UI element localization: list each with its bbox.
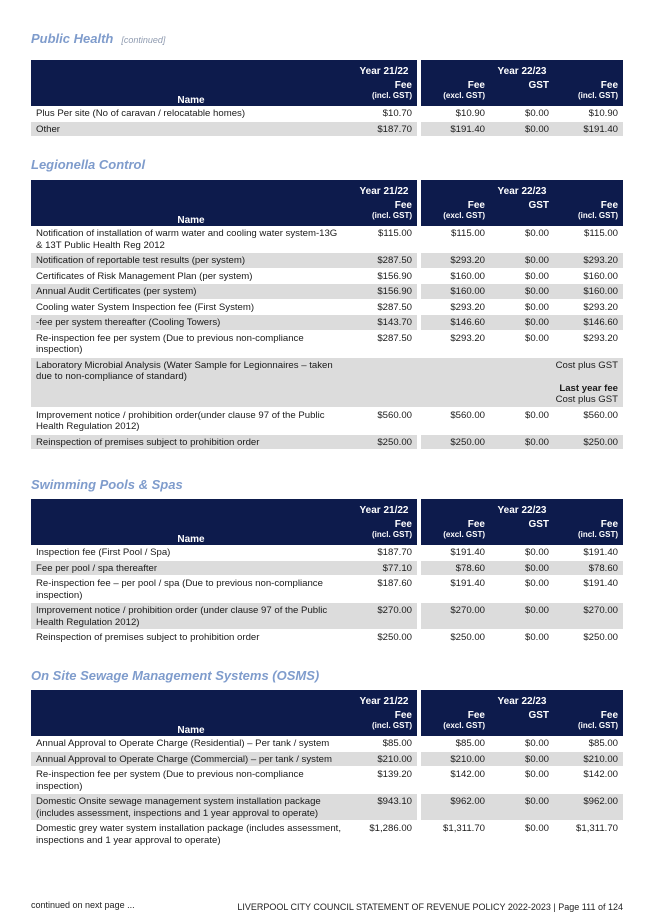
footer-page-info: LIVERPOOL CITY COUNCIL STATEMENT OF REVENUE POLICY 2022-2023 | Page 111 of 124 bbox=[237, 902, 623, 912]
cell-name: Notification of installation of warm water and cooling water system-13G & 13T Public Health Reg 2012 bbox=[31, 226, 351, 253]
cell-gst: $0.00 bbox=[490, 576, 554, 603]
table-row bbox=[31, 106, 623, 122]
cell-fee-excl-gst: $250.00 bbox=[421, 435, 490, 451]
cell-fee-excl-gst: $191.40 bbox=[421, 545, 490, 561]
table-row bbox=[31, 253, 623, 269]
header-incl-gst: (incl. GST) bbox=[554, 721, 623, 736]
cell-fee-excl-gst: $160.00 bbox=[421, 269, 490, 285]
table-row bbox=[31, 269, 623, 285]
table-row bbox=[31, 358, 623, 408]
header-year-21-22: Year 21/22 bbox=[351, 690, 421, 707]
cell-fee-excl-gst: $10.90 bbox=[421, 106, 490, 122]
fee-table bbox=[31, 499, 623, 646]
header-blank bbox=[490, 530, 554, 545]
cell-fee-incl-gst: $293.20 bbox=[554, 253, 623, 269]
header-name: Name bbox=[31, 60, 351, 106]
header-year-22-23: Year 22/23 bbox=[421, 499, 623, 516]
section-title-text: Public Health bbox=[31, 31, 114, 46]
header-fee: Fee bbox=[554, 197, 623, 211]
header-fee: Fee bbox=[351, 77, 421, 91]
cell-fee-21-22: $156.90 bbox=[351, 284, 421, 300]
cell-fee-incl-gst: $560.00 bbox=[554, 408, 623, 435]
cell-fee-21-22: $287.50 bbox=[351, 253, 421, 269]
table-row bbox=[31, 122, 623, 138]
section-title-text: Legionella Control bbox=[31, 157, 146, 172]
cell-fee-21-22: $287.50 bbox=[351, 300, 421, 316]
cell-fee-excl-gst: $293.20 bbox=[421, 253, 490, 269]
header-year-21-22: Year 21/22 bbox=[351, 60, 421, 77]
cell-fee-incl-gst: $1,311.70 bbox=[554, 821, 623, 848]
cell-fee-excl-gst: $160.00 bbox=[421, 284, 490, 300]
table-row bbox=[31, 315, 623, 331]
header-incl-gst: (incl. GST) bbox=[554, 211, 623, 226]
cell-fee-21-22: $139.20 bbox=[351, 767, 421, 794]
header-fee: Fee bbox=[421, 707, 490, 721]
cell-name: Improvement notice / prohibition order(under clause 97 of the Public Health Regulation 2012) bbox=[31, 408, 351, 435]
cell-fee-21-22: $250.00 bbox=[351, 435, 421, 451]
section-title-osms bbox=[31, 668, 319, 683]
cell-fee-excl-gst: $250.00 bbox=[421, 630, 490, 646]
cell-fee-21-22: $77.10 bbox=[351, 561, 421, 577]
fee-table bbox=[31, 180, 623, 450]
cell-fee-excl-gst: $115.00 bbox=[421, 226, 490, 253]
cell-fee-excl-gst: $142.00 bbox=[421, 767, 490, 794]
header-fee: Fee bbox=[554, 707, 623, 721]
header-incl-gst: (incl. GST) bbox=[554, 530, 623, 545]
cell-gst: $0.00 bbox=[490, 300, 554, 316]
cell-fee-incl-gst: $191.40 bbox=[554, 576, 623, 603]
table-row bbox=[31, 736, 623, 752]
cell-name: Certificates of Risk Management Plan (per system) bbox=[31, 269, 351, 285]
table-row bbox=[31, 794, 623, 821]
cell-fee-excl-gst: $1,311.70 bbox=[421, 821, 490, 848]
header-fee: Fee bbox=[554, 516, 623, 530]
cell-fee-excl-gst: $78.60 bbox=[421, 561, 490, 577]
cell-fee-excl-gst: $962.00 bbox=[421, 794, 490, 821]
cell-fee-21-22: $156.90 bbox=[351, 269, 421, 285]
table-row bbox=[31, 331, 623, 358]
cell-fee-21-22: $187.60 bbox=[351, 576, 421, 603]
cell-name: Annual Audit Certificates (per system) bbox=[31, 284, 351, 300]
header-excl-gst: (excl. GST) bbox=[421, 211, 490, 226]
header-excl-gst: (excl. GST) bbox=[421, 530, 490, 545]
table-header bbox=[31, 499, 623, 545]
header-incl-gst: (incl. GST) bbox=[351, 211, 421, 226]
cell-name: -fee per system thereafter (Cooling Towers) bbox=[31, 315, 351, 331]
spacer bbox=[356, 371, 618, 383]
header-year-22-23: Year 22/23 bbox=[421, 60, 623, 77]
cell-fee-21-22: $287.50 bbox=[351, 331, 421, 358]
cell-fee-excl-gst: $293.20 bbox=[421, 300, 490, 316]
cell-fee-incl-gst: $250.00 bbox=[554, 630, 623, 646]
header-fee: Fee bbox=[351, 707, 421, 721]
fee-table bbox=[31, 60, 623, 137]
cell-gst: $0.00 bbox=[490, 106, 554, 122]
cell-fee-incl-gst: $160.00 bbox=[554, 269, 623, 285]
table-row bbox=[31, 603, 623, 630]
header-name: Name bbox=[31, 690, 351, 736]
table-row bbox=[31, 561, 623, 577]
cell-fee-excl-gst: $270.00 bbox=[421, 603, 490, 630]
cell-name: Domestic grey water system installation package (includes assessment, inspections and 1 year approval to operate) bbox=[31, 821, 351, 848]
header-incl-gst: (incl. GST) bbox=[554, 91, 623, 106]
cell-fee-21-22: $85.00 bbox=[351, 736, 421, 752]
section-title-legionella bbox=[31, 157, 145, 172]
cell-fee-excl-gst: $85.00 bbox=[421, 736, 490, 752]
header-incl-gst: (incl. GST) bbox=[351, 91, 421, 106]
header-gst: GST bbox=[490, 516, 554, 530]
header-excl-gst: (excl. GST) bbox=[421, 721, 490, 736]
cell-name: Domestic Onsite sewage management system installation package (includes assessment, inspections and 1 year approval to operate) bbox=[31, 794, 351, 821]
cell-fee-21-22: $943.10 bbox=[351, 794, 421, 821]
section-title-swimming bbox=[31, 477, 183, 492]
header-year-21-22: Year 21/22 bbox=[351, 499, 421, 516]
table-row bbox=[31, 545, 623, 561]
cell-fee-incl-gst: $115.00 bbox=[554, 226, 623, 253]
cell-fee-21-22: $187.70 bbox=[351, 122, 421, 138]
cell-gst: $0.00 bbox=[490, 315, 554, 331]
table-row bbox=[31, 821, 623, 848]
cell-fee-incl-gst: $191.40 bbox=[554, 545, 623, 561]
header-blank bbox=[490, 211, 554, 226]
cell-fee-excl-gst: $191.40 bbox=[421, 576, 490, 603]
table-row bbox=[31, 284, 623, 300]
last-year-fee-label: Last year fee bbox=[559, 382, 619, 394]
section-title-public-health bbox=[31, 31, 165, 46]
cell-fee-incl-gst: $160.00 bbox=[554, 284, 623, 300]
cell-fee-incl-gst: $191.40 bbox=[554, 122, 623, 138]
cell-fee-incl-gst: $270.00 bbox=[554, 603, 623, 630]
cell-gst: $0.00 bbox=[490, 736, 554, 752]
cell-fee-21-22: $115.00 bbox=[351, 226, 421, 253]
header-fee: Fee bbox=[421, 197, 490, 211]
header-fee: Fee bbox=[554, 77, 623, 91]
cell-gst: $0.00 bbox=[490, 603, 554, 630]
cell-name: Cooling water System Inspection fee (First System) bbox=[31, 300, 351, 316]
cell-fee-21-22: $143.70 bbox=[351, 315, 421, 331]
table-header bbox=[31, 690, 623, 736]
header-excl-gst: (excl. GST) bbox=[421, 91, 490, 106]
cell-name: Laboratory Microbial Analysis (Water Sample for Legionnaires – taken due to non-compliance of standard) bbox=[31, 358, 351, 408]
cell-fee-incl-gst: $210.00 bbox=[554, 752, 623, 768]
cell-fee-incl-gst: $962.00 bbox=[554, 794, 623, 821]
cell-fee-21-22: $560.00 bbox=[351, 408, 421, 435]
cell-name: Inspection fee (First Pool / Spa) bbox=[31, 545, 351, 561]
cell-name: Improvement notice / prohibition order (under clause 97 of the Public Health Regulation 2012) bbox=[31, 603, 351, 630]
cell-gst: $0.00 bbox=[490, 269, 554, 285]
cell-fee-excl-gst: $191.40 bbox=[421, 122, 490, 138]
header-gst: GST bbox=[490, 707, 554, 721]
table-row bbox=[31, 226, 623, 253]
table-row bbox=[31, 630, 623, 646]
cell-gst: $0.00 bbox=[490, 408, 554, 435]
cell-gst: $0.00 bbox=[490, 821, 554, 848]
section-subtitle: [continued] bbox=[121, 35, 166, 45]
cell-fee-incl-gst: $250.00 bbox=[554, 435, 623, 451]
table-row bbox=[31, 576, 623, 603]
cell-gst: $0.00 bbox=[490, 794, 554, 821]
header-name: Name bbox=[31, 180, 351, 226]
cell-fee-21-22: $270.00 bbox=[351, 603, 421, 630]
header-incl-gst: (incl. GST) bbox=[351, 721, 421, 736]
header-year-21-22: Year 21/22 bbox=[351, 180, 421, 197]
header-fee: Fee bbox=[351, 197, 421, 211]
table-row bbox=[31, 752, 623, 768]
cost-plus-gst-text: Cost plus GST bbox=[555, 359, 619, 371]
cell-gst: $0.00 bbox=[490, 752, 554, 768]
cell-fee-21-22: $10.70 bbox=[351, 106, 421, 122]
table-row bbox=[31, 300, 623, 316]
cell-fee-21-22: $1,286.00 bbox=[351, 821, 421, 848]
cell-gst: $0.00 bbox=[490, 545, 554, 561]
section-title-text: On Site Sewage Management Systems (OSMS) bbox=[31, 668, 320, 683]
cell-fee-21-22: $250.00 bbox=[351, 630, 421, 646]
cell-name: Annual Approval to Operate Charge (Residential) – Per tank / system bbox=[31, 736, 351, 752]
cell-name: Other bbox=[31, 122, 351, 138]
table-header bbox=[31, 180, 623, 226]
cell-fee-excl-gst: $293.20 bbox=[421, 331, 490, 358]
cell-gst: $0.00 bbox=[490, 435, 554, 451]
cell-fee-excl-gst: $210.00 bbox=[421, 752, 490, 768]
header-name: Name bbox=[31, 499, 351, 545]
cell-name: Plus Per site (No of caravan / relocatable homes) bbox=[31, 106, 351, 122]
cell-fee-excl-gst: $146.60 bbox=[421, 315, 490, 331]
cell-cost-plus-gst bbox=[351, 358, 623, 408]
table-row bbox=[31, 767, 623, 794]
cell-fee-incl-gst: $85.00 bbox=[554, 736, 623, 752]
header-blank bbox=[490, 721, 554, 736]
cell-gst: $0.00 bbox=[490, 226, 554, 253]
header-incl-gst: (incl. GST) bbox=[351, 530, 421, 545]
cell-gst: $0.00 bbox=[490, 630, 554, 646]
cost-plus-gst-text: Cost plus GST bbox=[555, 394, 619, 405]
cell-name: Re-inspection fee – per pool / spa (Due to previous non-compliance inspection) bbox=[31, 576, 351, 603]
cell-fee-incl-gst: $10.90 bbox=[554, 106, 623, 122]
cell-fee-excl-gst: $560.00 bbox=[421, 408, 490, 435]
cell-fee-incl-gst: $142.00 bbox=[554, 767, 623, 794]
cell-gst: $0.00 bbox=[490, 561, 554, 577]
header-blank bbox=[490, 91, 554, 106]
footer-continued: continued on next page ... bbox=[31, 900, 135, 910]
cell-gst: $0.00 bbox=[490, 284, 554, 300]
cell-name: Notification of reportable test results (per system) bbox=[31, 253, 351, 269]
cell-name: Annual Approval to Operate Charge (Commercial) – per tank / system bbox=[31, 752, 351, 768]
cell-fee-incl-gst: $146.60 bbox=[554, 315, 623, 331]
cell-name: Fee per pool / spa thereafter bbox=[31, 561, 351, 577]
cell-gst: $0.00 bbox=[490, 331, 554, 358]
header-gst: GST bbox=[490, 197, 554, 211]
header-fee: Fee bbox=[421, 516, 490, 530]
header-fee: Fee bbox=[421, 77, 490, 91]
cell-name: Reinspection of premises subject to prohibition order bbox=[31, 630, 351, 646]
header-fee: Fee bbox=[351, 516, 421, 530]
cell-name: Re-inspection fee per system (Due to previous non-compliance inspection) bbox=[31, 767, 351, 794]
cell-fee-incl-gst: $293.20 bbox=[554, 300, 623, 316]
cell-fee-21-22: $187.70 bbox=[351, 545, 421, 561]
cell-fee-21-22: $210.00 bbox=[351, 752, 421, 768]
header-gst: GST bbox=[490, 77, 554, 91]
section-title-text: Swimming Pools & Spas bbox=[31, 477, 183, 492]
header-year-22-23: Year 22/23 bbox=[421, 690, 623, 707]
cell-name: Re-inspection fee per system (Due to previous non-compliance inspection) bbox=[31, 331, 351, 358]
cell-name: Reinspection of premises subject to prohibition order bbox=[31, 435, 351, 451]
fee-table bbox=[31, 690, 623, 848]
cell-gst: $0.00 bbox=[490, 253, 554, 269]
table-row bbox=[31, 435, 623, 451]
table-row bbox=[31, 408, 623, 435]
cell-gst: $0.00 bbox=[490, 767, 554, 794]
table-header bbox=[31, 60, 623, 106]
cell-fee-incl-gst: $293.20 bbox=[554, 331, 623, 358]
header-year-22-23: Year 22/23 bbox=[421, 180, 623, 197]
cell-fee-incl-gst: $78.60 bbox=[554, 561, 623, 577]
cell-gst: $0.00 bbox=[490, 122, 554, 138]
